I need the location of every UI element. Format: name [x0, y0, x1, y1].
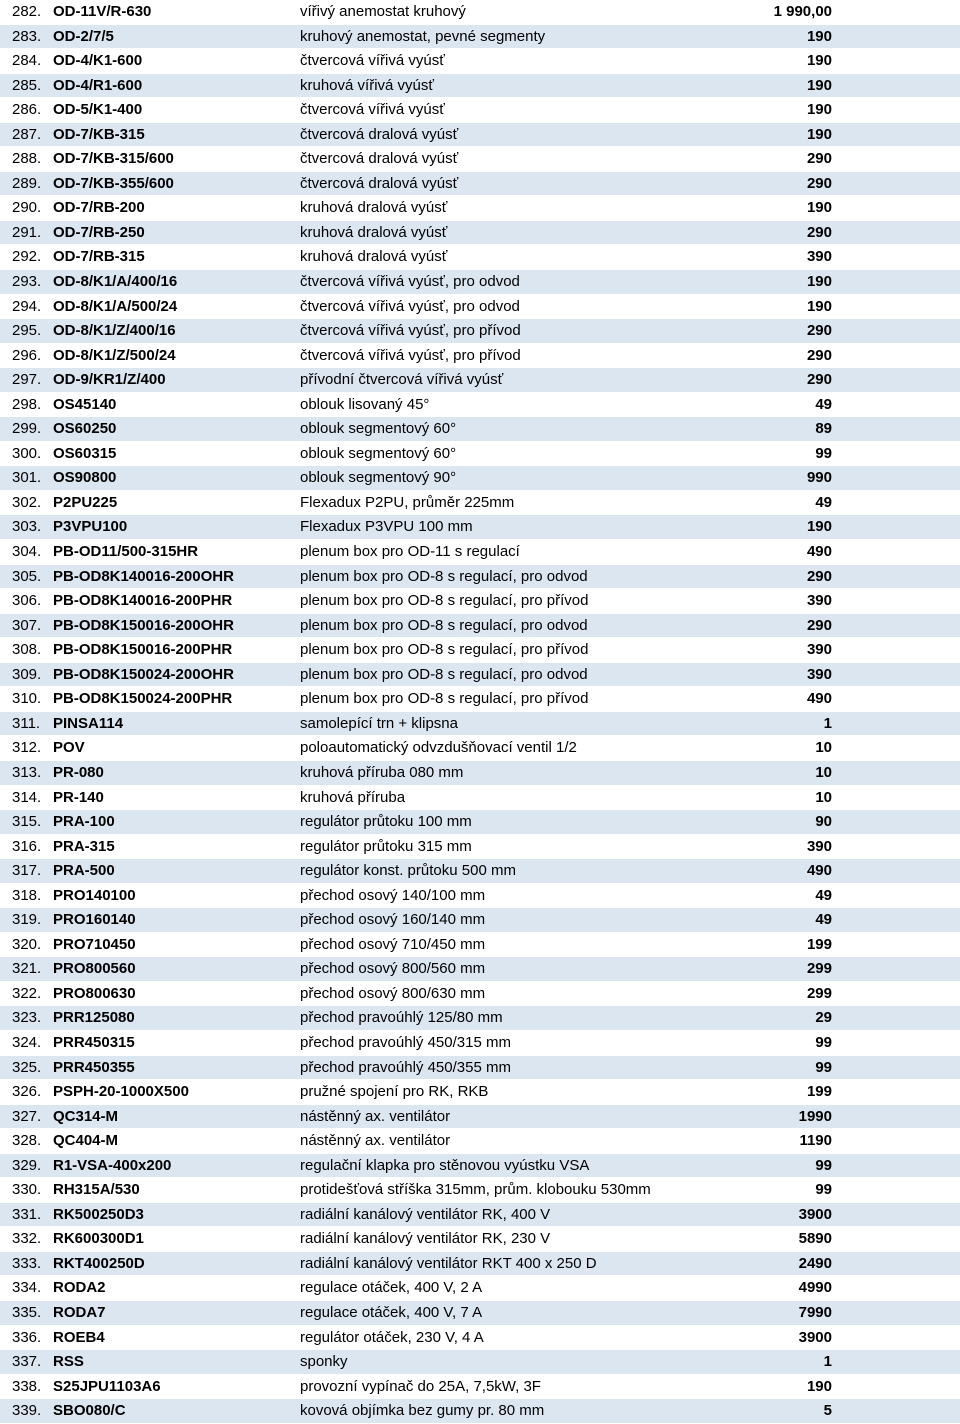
table-row	[0, 98, 960, 123]
product-code: PRA-500	[53, 862, 115, 880]
product-code: PB-OD8K150024-200OHR	[53, 665, 234, 683]
row-number: 338.	[12, 1377, 42, 1395]
table-row	[0, 614, 960, 639]
product-price: 190	[806, 76, 832, 94]
product-description: přechod osový 140/100 mm	[300, 886, 486, 904]
product-code: OD-7/RB-315	[53, 248, 145, 266]
product-price: 490	[806, 543, 832, 561]
table-row	[0, 712, 960, 737]
table-row	[0, 1105, 960, 1130]
product-code: S25JPU1103A6	[53, 1377, 161, 1395]
row-number: 320.	[12, 935, 42, 953]
product-code: PRA-315	[53, 837, 115, 855]
product-description: přívodní čtvercová vířivá vyúsť	[300, 371, 504, 389]
product-code: PRA-100	[53, 813, 115, 831]
product-description: plenum box pro OD-8 s regulací, pro odvod	[300, 567, 588, 585]
row-number: 297.	[12, 371, 42, 389]
row-number: 311.	[12, 714, 41, 732]
table-row	[0, 515, 960, 540]
table-row	[0, 245, 960, 270]
row-number: 314.	[12, 788, 42, 806]
product-code: PB-OD8K150016-200OHR	[53, 616, 234, 634]
product-code: PRR125080	[53, 1009, 135, 1027]
product-description: plenum box pro OD-8 s regulací, pro přívod	[300, 641, 589, 659]
row-number: 305.	[12, 567, 42, 585]
row-number: 284.	[12, 52, 42, 70]
row-number: 319.	[12, 911, 42, 929]
row-number: 301.	[12, 469, 42, 487]
table-row	[0, 1006, 960, 1031]
product-price: 290	[806, 371, 832, 389]
row-number: 326.	[12, 1083, 42, 1101]
table-row	[0, 0, 960, 25]
product-code: PRR450355	[53, 1058, 135, 1076]
product-code: OD-7/KB-315	[53, 125, 145, 143]
product-code: OD-4/K1-600	[53, 52, 143, 70]
product-price: 10	[815, 788, 832, 806]
row-number: 308.	[12, 641, 42, 659]
product-price: 2490	[798, 1254, 832, 1272]
product-price: 199	[806, 1083, 832, 1101]
product-description: kruhová dralová vyúsť	[300, 199, 448, 217]
table-row	[0, 123, 960, 148]
product-description: přechod pravoúhlý 450/355 mm	[300, 1058, 511, 1076]
product-price: 1	[823, 1353, 832, 1371]
product-price: 290	[806, 616, 832, 634]
table-row	[0, 1031, 960, 1056]
table-row	[0, 319, 960, 344]
row-number: 312.	[12, 739, 42, 757]
product-code: RH315A/530	[53, 1181, 140, 1199]
product-description: radiální kanálový ventilátor RK, 400 V	[300, 1205, 551, 1223]
row-number: 298.	[12, 395, 42, 413]
product-code: PB-OD8K150016-200PHR	[53, 641, 233, 659]
row-number: 291.	[12, 223, 42, 241]
row-number: 296.	[12, 346, 42, 364]
product-description: plenum box pro OD-8 s regulací, pro přívod	[300, 690, 589, 708]
product-code: PRO800560	[53, 960, 136, 978]
product-description: kovová objímka bez gumy pr. 80 mm	[300, 1402, 545, 1420]
row-number: 313.	[12, 763, 42, 781]
product-code: OD-9/KR1/Z/400	[53, 371, 166, 389]
product-price: 1190	[799, 1132, 832, 1150]
product-code: OD-4/R1-600	[53, 76, 143, 94]
product-price: 5	[823, 1402, 832, 1420]
table-row	[0, 1252, 960, 1277]
product-description: Flexadux P2PU, průměr 225mm	[300, 493, 515, 511]
row-number: 324.	[12, 1033, 42, 1051]
row-number: 322.	[12, 984, 42, 1002]
table-row	[0, 786, 960, 811]
product-description: regulátor průtoku 315 mm	[300, 837, 472, 855]
product-code: QC404-M	[53, 1132, 119, 1150]
product-code: PRR450315	[53, 1033, 135, 1051]
table-row	[0, 982, 960, 1007]
table-row	[0, 638, 960, 663]
table-row	[0, 884, 960, 909]
table-row	[0, 1350, 960, 1375]
product-code: RK500250D3	[53, 1205, 144, 1223]
table-row	[0, 933, 960, 958]
row-number: 307.	[12, 616, 42, 634]
product-code: OD-7/KB-315/600	[53, 150, 174, 168]
product-description: vířivý anemostat kruhový	[300, 3, 466, 20]
product-price: 290	[806, 174, 832, 192]
row-number: 294.	[12, 297, 42, 315]
product-price: 190	[806, 1377, 832, 1395]
table-row	[0, 295, 960, 320]
product-code: OD-5/K1-400	[53, 101, 143, 119]
row-number: 286.	[12, 101, 42, 119]
row-number: 289.	[12, 174, 42, 192]
product-code: POV	[53, 739, 85, 757]
row-number: 318.	[12, 886, 42, 904]
product-description: regulace otáček, 400 V, 7 A	[300, 1303, 483, 1321]
row-number: 309.	[12, 665, 42, 683]
table-row	[0, 221, 960, 246]
product-code: RSS	[53, 1353, 84, 1371]
product-code: P2PU225	[53, 493, 118, 511]
row-number: 332.	[12, 1230, 42, 1248]
product-code: OD-2/7/5	[53, 27, 114, 45]
product-price: 3900	[798, 1205, 832, 1223]
product-description: čtvercová dralová vyúsť	[300, 174, 459, 192]
row-number: 325.	[12, 1058, 42, 1076]
row-number: 323.	[12, 1009, 42, 1027]
product-price: 49	[815, 886, 832, 904]
table-row	[0, 859, 960, 884]
table-row	[0, 196, 960, 221]
product-price: 1 990,00	[773, 3, 832, 20]
table-row	[0, 270, 960, 295]
product-code: P3VPU100	[53, 518, 128, 536]
product-description: čtvercová vířivá vyúsť	[300, 52, 445, 70]
product-description: oblouk segmentový 60°	[300, 444, 457, 462]
table-row	[0, 172, 960, 197]
product-code: PB-OD8K140016-200OHR	[53, 567, 234, 585]
product-price: 390	[806, 592, 832, 610]
row-number: 290.	[12, 199, 42, 217]
product-code: R1-VSA-400x200	[53, 1156, 172, 1174]
row-number: 316.	[12, 837, 42, 855]
product-description: přechod osový 710/450 mm	[300, 935, 486, 953]
product-code: PRO160140	[53, 911, 136, 929]
product-price: 99	[815, 444, 832, 462]
product-description: Flexadux P3VPU 100 mm	[300, 518, 473, 536]
product-description: přechod osový 160/140 mm	[300, 911, 486, 929]
product-price: 1990	[798, 1107, 832, 1125]
product-description: kruhová dralová vyúsť	[300, 248, 448, 266]
row-number: 330.	[12, 1181, 42, 1199]
product-price: 99	[815, 1033, 832, 1051]
product-price: 190	[806, 518, 832, 536]
product-code: PSPH-20-1000X500	[53, 1083, 189, 1101]
table-row	[0, 761, 960, 786]
product-code: OD-8/K1/A/400/16	[53, 273, 178, 291]
table-row	[0, 1301, 960, 1326]
row-number: 329.	[12, 1156, 42, 1174]
row-number: 302.	[12, 493, 42, 511]
table-row	[0, 1080, 960, 1105]
row-number: 331.	[12, 1205, 42, 1223]
product-price: 190	[806, 52, 832, 70]
table-row	[0, 393, 960, 418]
table-row	[0, 1375, 960, 1400]
product-price: 490	[806, 862, 832, 880]
product-description: regulace otáček, 400 V, 2 A	[300, 1279, 483, 1297]
row-number: 303.	[12, 518, 42, 536]
table-row	[0, 565, 960, 590]
product-code: OD-11V/R-630	[53, 3, 152, 20]
table-row	[0, 687, 960, 712]
product-description: čtvercová dralová vyúsť	[300, 125, 459, 143]
product-code: OD-7/KB-355/600	[53, 174, 174, 192]
product-price: 190	[806, 199, 832, 217]
product-price: 290	[806, 322, 832, 340]
product-description: regulátor konst. průtoku 500 mm	[300, 862, 516, 880]
product-description: plenum box pro OD-11 s regulací	[300, 543, 520, 561]
product-code: PRO140100	[53, 886, 136, 904]
product-price: 3900	[798, 1328, 832, 1346]
row-number: 292.	[12, 248, 42, 266]
table-row	[0, 466, 960, 491]
product-price: 290	[806, 346, 832, 364]
product-description: přechod osový 800/560 mm	[300, 960, 486, 978]
product-description: pružné spojení pro RK, RKB	[300, 1083, 489, 1101]
product-code: PB-OD8K140016-200PHR	[53, 592, 233, 610]
table-row	[0, 147, 960, 172]
product-code: OD-8/K1/A/500/24	[53, 297, 178, 315]
row-number: 317.	[12, 862, 42, 880]
product-description: radiální kanálový ventilátor RK, 230 V	[300, 1230, 551, 1248]
product-description: čtvercová vířivá vyúsť, pro odvod	[300, 273, 520, 291]
product-description: přechod pravoúhlý 125/80 mm	[300, 1009, 503, 1027]
product-description: čtvercová vířivá vyúsť, pro odvod	[300, 297, 520, 315]
row-number: 300.	[12, 444, 42, 462]
product-price: 490	[806, 690, 832, 708]
row-number: 285.	[12, 76, 42, 94]
product-price: 29	[815, 1009, 832, 1027]
table-row	[0, 908, 960, 933]
table-row	[0, 835, 960, 860]
product-description: kruhový anemostat, pevné segmenty	[300, 27, 546, 45]
product-price: 4990	[798, 1279, 832, 1297]
product-description: kruhová vířivá vyúsť	[300, 76, 435, 94]
product-code: PRO800630	[53, 984, 136, 1002]
product-description: čtvercová dralová vyúsť	[300, 150, 459, 168]
product-price: 190	[806, 125, 832, 143]
table-row	[0, 417, 960, 442]
row-number: 335.	[12, 1303, 42, 1321]
product-description: kruhová dralová vyúsť	[300, 223, 448, 241]
product-price: 7990	[798, 1303, 832, 1321]
product-price: 390	[806, 837, 832, 855]
product-description: sponky	[300, 1353, 348, 1371]
product-code: OS45140	[53, 395, 117, 413]
table-row	[0, 442, 960, 467]
product-price: 49	[815, 493, 832, 511]
product-description: provozní vypínač do 25A, 7,5kW, 3F	[300, 1377, 541, 1395]
row-number: 328.	[12, 1132, 42, 1150]
product-price: 190	[806, 27, 832, 45]
product-description: poloautomatický odvzdušňovací ventil 1/2	[300, 739, 577, 757]
product-price: 10	[815, 739, 832, 757]
product-description: regulátor otáček, 230 V, 4 A	[300, 1328, 484, 1346]
product-price: 99	[815, 1156, 832, 1174]
product-description: přechod pravoúhlý 450/315 mm	[300, 1033, 511, 1051]
table-row	[0, 1129, 960, 1154]
row-number: 321.	[12, 960, 42, 978]
row-number: 315.	[12, 813, 42, 831]
row-number: 334.	[12, 1279, 42, 1297]
product-price: 49	[815, 911, 832, 929]
product-code: OS90800	[53, 469, 117, 487]
product-price: 99	[815, 1058, 832, 1076]
table-row	[0, 1178, 960, 1203]
product-code: ROEB4	[53, 1328, 105, 1346]
product-price: 290	[806, 567, 832, 585]
product-code: PB-OD11/500-315HR	[53, 543, 199, 561]
product-description: plenum box pro OD-8 s regulací, pro odvod	[300, 665, 588, 683]
product-code: RKT400250D	[53, 1254, 145, 1272]
product-code: OS60315	[53, 444, 117, 462]
table-row	[0, 1326, 960, 1351]
row-number: 287.	[12, 125, 42, 143]
product-price: 49	[815, 395, 832, 413]
table-row	[0, 1227, 960, 1252]
product-code: PINSA114	[53, 714, 124, 732]
table-row	[0, 663, 960, 688]
product-price: 1	[823, 714, 832, 732]
product-description: oblouk lisovaný 45°	[300, 395, 430, 413]
product-price: 190	[806, 273, 832, 291]
row-number: 299.	[12, 420, 42, 438]
product-description: kruhová příruba	[300, 788, 406, 806]
product-code: PR-140	[53, 788, 104, 806]
product-code: OD-7/RB-250	[53, 223, 145, 241]
product-price: 290	[806, 150, 832, 168]
table-row	[0, 344, 960, 369]
product-description: čtvercová vířivá vyúsť, pro přívod	[300, 346, 521, 364]
product-price: 10	[815, 763, 832, 781]
table-row	[0, 957, 960, 982]
product-code: RODA7	[53, 1303, 106, 1321]
row-number: 306.	[12, 592, 42, 610]
product-description: čtvercová vířivá vyúsť	[300, 101, 445, 119]
row-number: 293.	[12, 273, 42, 291]
product-code: QC314-M	[53, 1107, 119, 1125]
product-description: nástěnný ax. ventilátor	[300, 1107, 451, 1125]
product-price: 990	[806, 469, 832, 487]
row-number: 336.	[12, 1328, 42, 1346]
product-price: 290	[806, 223, 832, 241]
product-price: 90	[815, 813, 832, 831]
product-description: plenum box pro OD-8 s regulací, pro odvod	[300, 616, 588, 634]
product-code: OD-8/K1/Z/400/16	[53, 322, 176, 340]
product-code: PB-OD8K150024-200PHR	[53, 690, 233, 708]
product-description: samolepící trn + klipsna	[300, 714, 458, 732]
product-description: oblouk segmentový 60°	[300, 420, 457, 438]
product-price: 299	[806, 960, 832, 978]
product-price: 89	[815, 420, 832, 438]
table-row	[0, 25, 960, 50]
product-description: radiální kanálový ventilátor RKT 400 x 250 D	[300, 1254, 597, 1272]
table-row	[0, 1154, 960, 1179]
table-row	[0, 589, 960, 614]
product-price: 99	[815, 1181, 832, 1199]
product-price: 5890	[798, 1230, 832, 1248]
table-row	[0, 49, 960, 74]
product-price: 299	[806, 984, 832, 1002]
row-number: 282.	[12, 3, 42, 20]
row-number: 339.	[12, 1402, 42, 1420]
row-number: 333.	[12, 1254, 42, 1272]
product-description: přechod osový 800/630 mm	[300, 984, 486, 1002]
product-code: SBO080/C	[53, 1402, 126, 1420]
table-row	[0, 1276, 960, 1301]
product-code: OD-7/RB-200	[53, 199, 145, 217]
table-row	[0, 1056, 960, 1081]
table-row	[0, 1399, 960, 1424]
product-description: regulátor průtoku 100 mm	[300, 813, 472, 831]
table-row	[0, 368, 960, 393]
table-row	[0, 736, 960, 761]
product-description: protidešťová stříška 315mm, prům. klobouku 530mm	[300, 1181, 651, 1199]
product-description: čtvercová vířivá vyúsť, pro přívod	[300, 322, 521, 340]
row-number: 304.	[12, 543, 42, 561]
row-number: 327.	[12, 1107, 42, 1125]
product-price: 190	[806, 297, 832, 315]
table-row	[0, 1203, 960, 1228]
product-description: plenum box pro OD-8 s regulací, pro přívod	[300, 592, 589, 610]
row-number: 283.	[12, 27, 42, 45]
table-row	[0, 74, 960, 99]
product-code: OD-8/K1/Z/500/24	[53, 346, 176, 364]
product-code: OS60250	[53, 420, 117, 438]
product-description: kruhová příruba 080 mm	[300, 763, 464, 781]
product-code: RODA2	[53, 1279, 106, 1297]
product-code: PR-080	[53, 763, 104, 781]
row-number: 295.	[12, 322, 42, 340]
product-code: RK600300D1	[53, 1230, 144, 1248]
table-row	[0, 540, 960, 565]
product-description: oblouk segmentový 90°	[300, 469, 457, 487]
product-price: 390	[806, 248, 832, 266]
product-code: PRO710450	[53, 935, 136, 953]
row-number: 310.	[12, 690, 42, 708]
row-number: 288.	[12, 150, 42, 168]
product-price: 390	[806, 641, 832, 659]
product-price: 199	[806, 935, 832, 953]
row-number: 337.	[12, 1353, 42, 1371]
product-price: 390	[806, 665, 832, 683]
table-row	[0, 491, 960, 516]
product-price: 190	[806, 101, 832, 119]
table-row	[0, 810, 960, 835]
product-description: nástěnný ax. ventilátor	[300, 1132, 451, 1150]
product-description: regulační klapka pro stěnovou vyústku VSA	[300, 1156, 590, 1174]
